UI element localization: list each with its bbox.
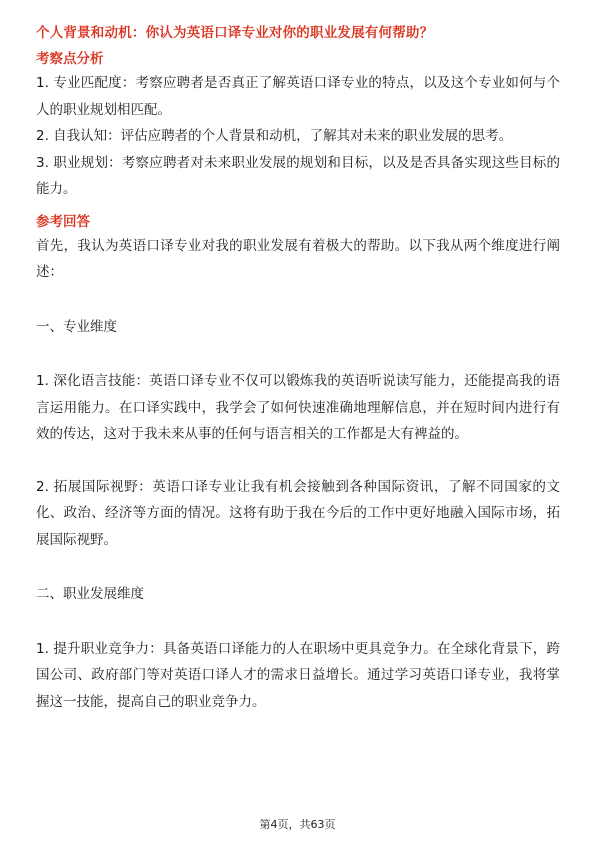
- answer-item: 1. 提升职业竞争力：具备英语口译能力的人在职场中更具竞争力。在全球化背景下，跨国公司、政府部门等对英语口译人才的需求日益增长。通过学习英语口译专业，我将掌握这一技能，提高自己的职业竞争力。: [36, 640, 560, 710]
- spacer: [36, 286, 560, 314]
- question-title: 个人背景和动机：你认为英语口译专业对你的职业发展有何帮助？: [36, 25, 434, 41]
- spacer: [36, 553, 560, 581]
- analysis-point: 3. 职业规划：考察应聘者对未来职业发展的规划和目标，以及是否具备实现这些目标的能力。: [36, 154, 560, 197]
- spacer: [36, 448, 560, 474]
- section-title-professional: 一、专业维度: [36, 318, 117, 335]
- spacer: [36, 340, 560, 368]
- spacer: [36, 608, 560, 636]
- analysis-heading: 考察点分析: [36, 51, 104, 67]
- document-page: [36, 22, 560, 715]
- answer-item: 2. 拓展国际视野：英语口译专业让我有机会接触到各种国际资讯，了解不同国家的文化、政治、经济等方面的情况。这将有助于我在今后的工作中更好地融入国际市场，拓展国际视野。: [36, 478, 560, 548]
- answer-item: 1. 深化语言技能：英语口译专业不仅可以锻炼我的英语听说读写能力，还能提高我的语言运用能力。在口译实践中，我学会了如何快速准确地理解信息，并在短时间内进行有效的传达，这对于我未来从事的任何与语言相关的工作都是大有裨益的。: [36, 373, 560, 442]
- answer-heading: 参考回答: [36, 213, 90, 230]
- page-number: 第4页，共63页: [259, 818, 336, 831]
- analysis-point: 2. 自我认知：评估应聘者的个人背景和动机，了解其对未来的职业发展的思考。: [36, 128, 513, 144]
- analysis-point: 1. 专业匹配度：考察应聘者是否真正了解英语口译专业的特点，以及这个专业如何与个人的职业规划相匹配。: [36, 75, 560, 118]
- answer-intro: 首先，我认为英语口译专业对我的职业发展有着极大的帮助。以下我从两个维度进行阐述：: [36, 237, 560, 280]
- section-title-career: 二、职业发展维度: [36, 586, 144, 602]
